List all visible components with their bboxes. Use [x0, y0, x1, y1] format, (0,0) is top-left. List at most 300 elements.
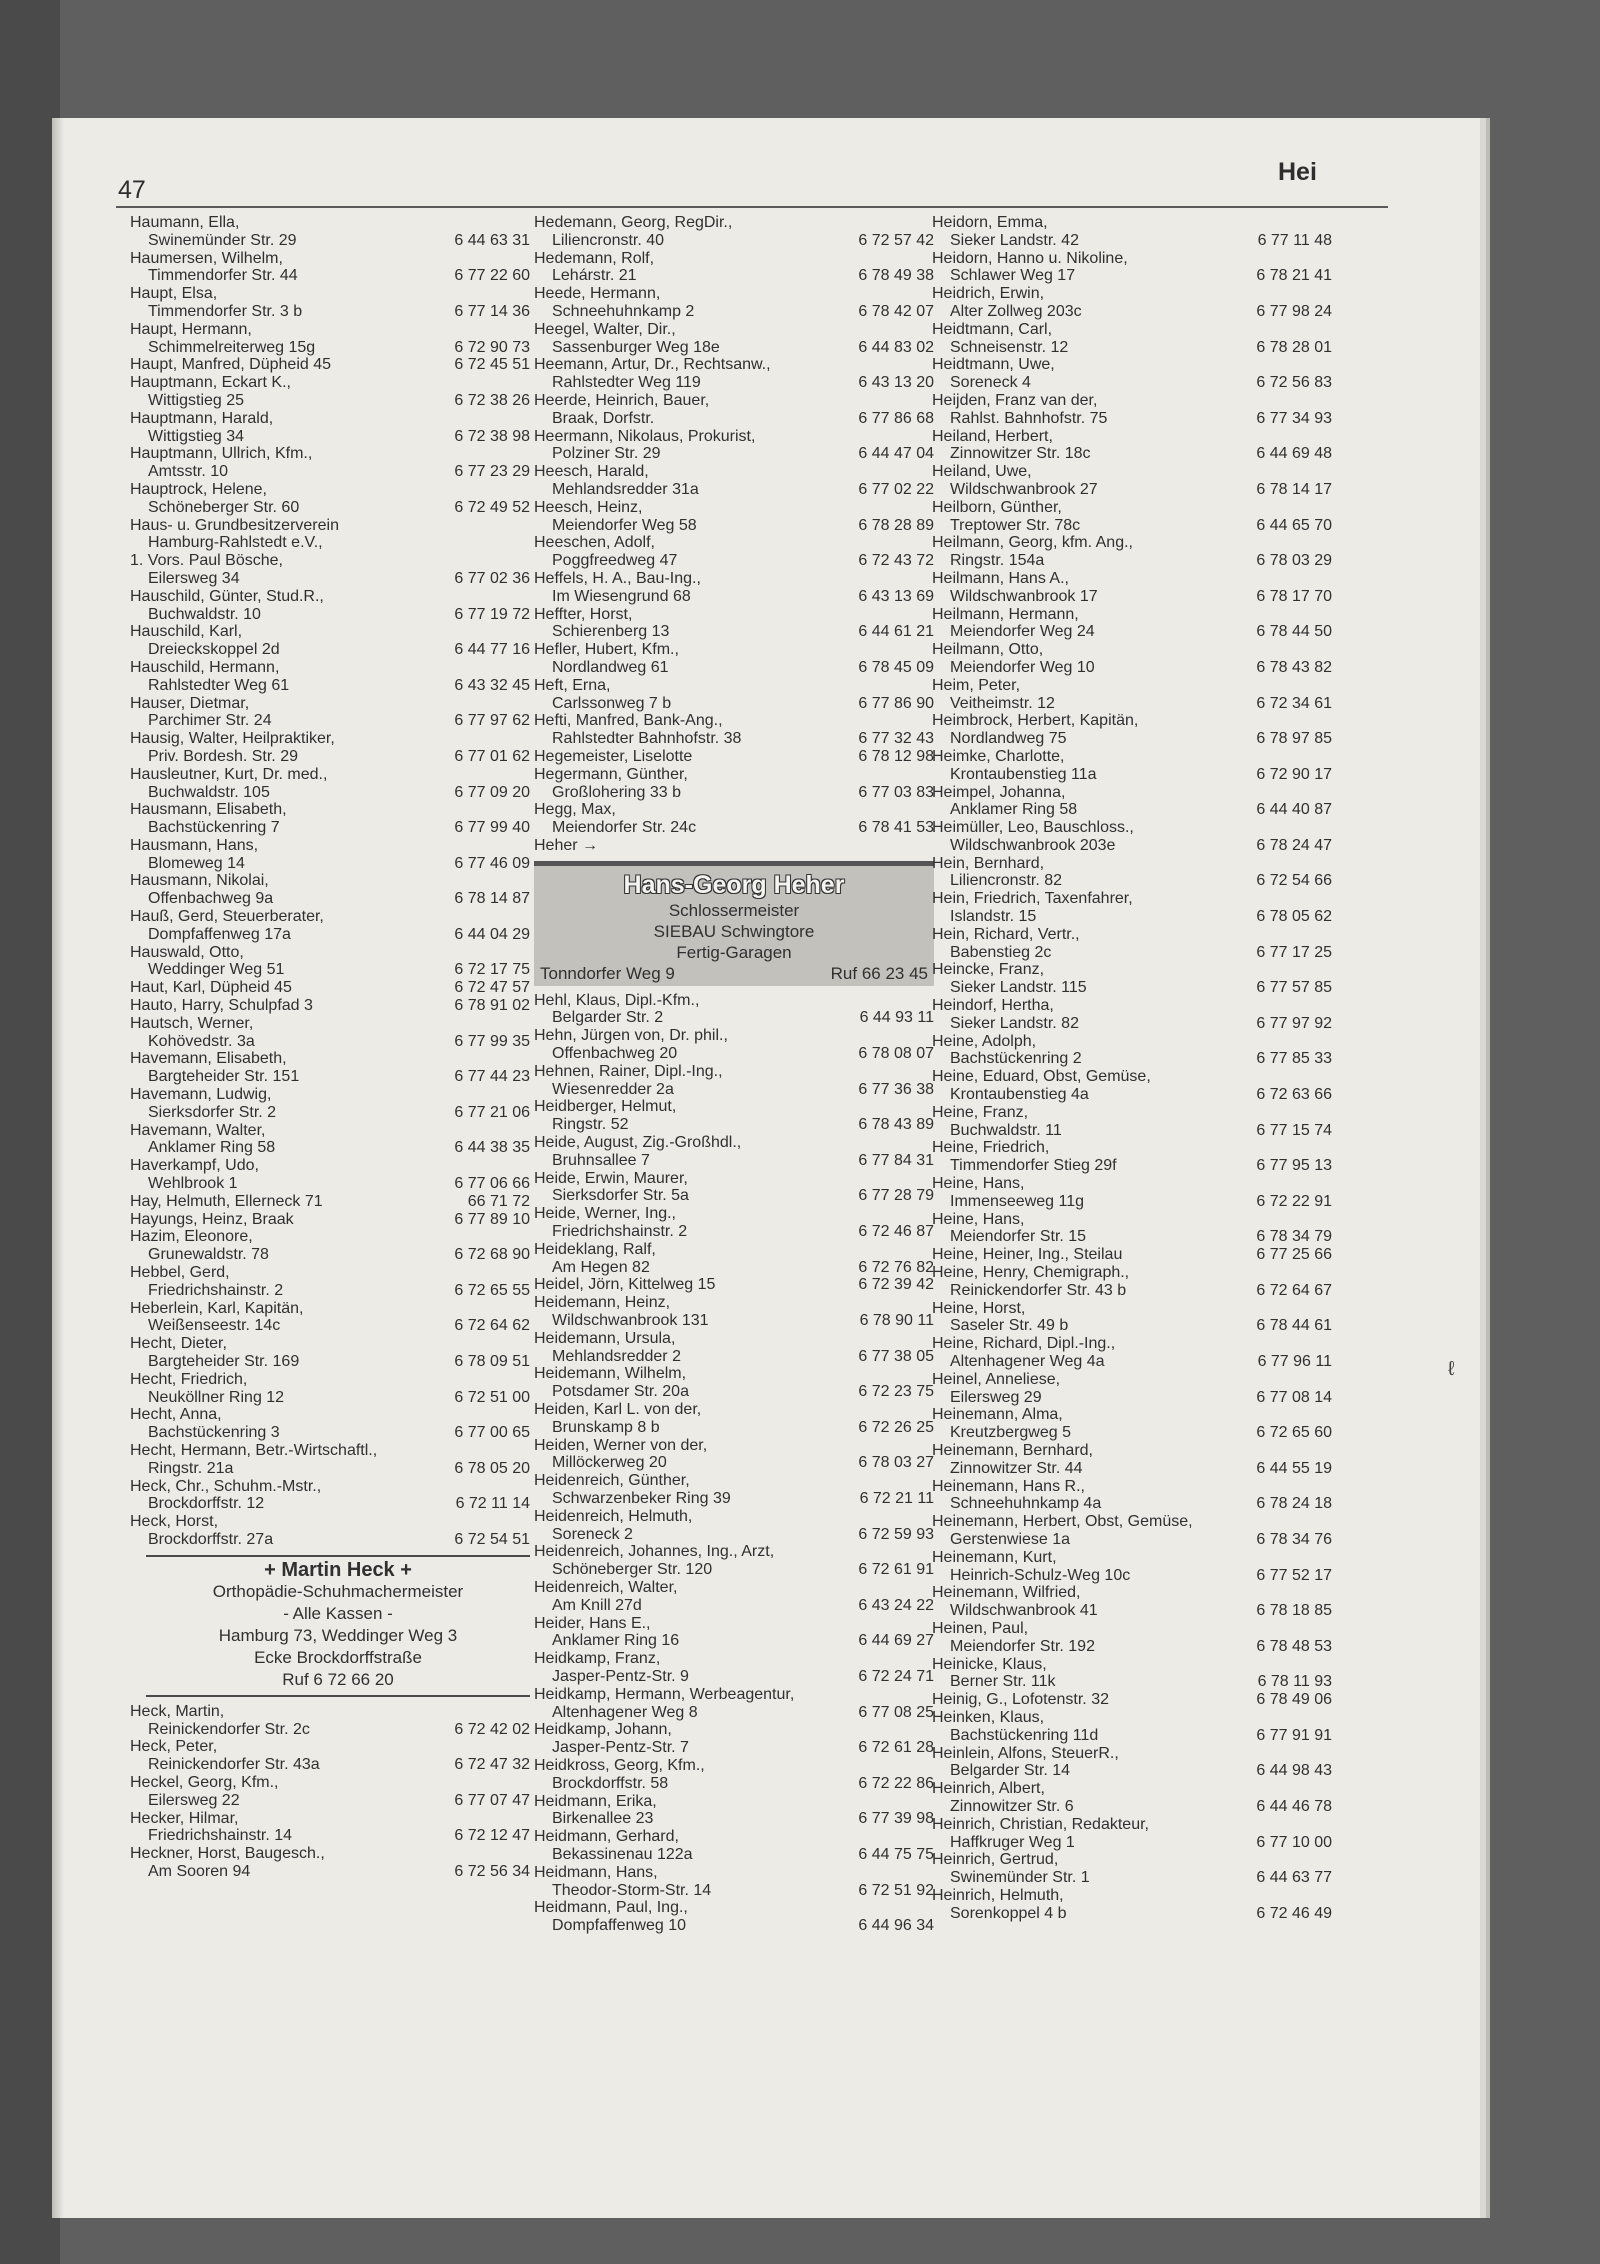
directory-entry [534, 534, 934, 570]
entry-name: Hausig, Walter, Heilpraktiker, [130, 730, 335, 748]
entry-address: Zinnowitzer Str. 18c [950, 445, 1091, 463]
entry-text [932, 1620, 1224, 1656]
entry-phone: 6 77 95 13 [1256, 1157, 1332, 1175]
entry-text [932, 1104, 1224, 1140]
entry-phone: 6 77 97 62 [454, 712, 530, 730]
entry-phone: 6 77 36 38 [858, 1080, 934, 1098]
entry-name: Havemann, Walter, [130, 1121, 266, 1139]
directory-entry [932, 997, 1332, 1033]
entry-name: Heine, Adolph, [932, 1032, 1037, 1050]
directory-entry [130, 1050, 530, 1086]
entry-phone: 6 78 42 07 [858, 302, 934, 320]
entry-address: Sorenkoppel 4 b [950, 1904, 1067, 1922]
entry-name: Hauptmann, Ullrich, Kfm., [130, 445, 313, 463]
directory-entry [932, 1033, 1332, 1069]
entry-name: Hebbel, Gerd, [130, 1264, 230, 1282]
entry-text [534, 1472, 826, 1508]
entry-phone: 6 72 76 82 [858, 1258, 934, 1276]
entry-text [932, 1371, 1224, 1407]
entry-phone: 6 77 44 23 [454, 1068, 530, 1086]
directory-entry [932, 890, 1332, 926]
entry-text [130, 1406, 422, 1442]
entry-phone: 6 72 45 51 [454, 356, 530, 374]
entry-name: Heinrich, Christian, Redakteur, [932, 1815, 1149, 1833]
entry-name: Heimpel, Johanna, [932, 783, 1066, 801]
entry-address: Nordlandweg 75 [950, 730, 1067, 748]
entry-name: Heck, Horst, [130, 1513, 219, 1531]
entry-phone: 6 78 03 29 [1256, 552, 1332, 570]
entry-phone: 6 72 42 02 [454, 1720, 530, 1738]
entry-phone: 6 77 89 10 [454, 1210, 530, 1228]
directory-entry [130, 766, 530, 802]
entry-address: Carlssonweg 7 b [552, 694, 672, 712]
directory-entry [130, 979, 530, 997]
entry-text [932, 392, 1224, 428]
entry-text [534, 1721, 826, 1757]
directory-entry [130, 250, 530, 286]
column-2 [534, 214, 934, 1935]
ad-heher-phone: Ruf 66 23 45 [830, 963, 928, 983]
entry-name: Hecht, Friedrich, [130, 1370, 248, 1388]
entry-phone: 6 72 26 25 [858, 1418, 934, 1436]
entry-phone: 66 71 72 [467, 1192, 530, 1210]
entry-text [932, 961, 1224, 997]
directory-entry [932, 499, 1332, 535]
directory-entry [130, 517, 530, 553]
entry-text [932, 356, 1224, 392]
entry-phone: 6 77 08 25 [858, 1703, 934, 1721]
entry-address: Mehlandsredder 31a [552, 480, 699, 498]
directory-entry [130, 588, 530, 624]
entry-address: Wildschwanbrook 27 [950, 480, 1098, 498]
entry-address: Brockdorffstr. 27a [148, 1530, 274, 1548]
entry-address: Schneehuhnkamp 2 [552, 302, 695, 320]
entry-phone: 6 72 68 90 [454, 1246, 530, 1264]
directory-entry [932, 1620, 1332, 1656]
entry-text [932, 1478, 1224, 1514]
entry-address: Meiendorfer Str. 24c [552, 819, 697, 837]
entry-address: Wildschwanbrook 203e [950, 836, 1116, 854]
entry-name: Hausmann, Elisabeth, [130, 801, 287, 819]
entry-name: Heinen, Paul, [932, 1619, 1029, 1637]
entry-text [534, 1170, 826, 1206]
entry-text [130, 997, 422, 1015]
entry-name: Haut, Karl, Düpheid 45 [130, 979, 292, 997]
entry-text [130, 1335, 422, 1371]
entry-address: Sierksdorfer Str. 2 [148, 1103, 277, 1121]
entry-phone: 6 72 11 14 [455, 1495, 530, 1513]
entry-name: Haupt, Manfred, Düpheid 45 [130, 356, 332, 374]
entry-name: Hefti, Manfred, Bank-Ang., [534, 712, 723, 730]
entry-phone: 6 77 46 09 [454, 854, 530, 872]
entry-phone: 6 77 10 00 [1256, 1833, 1332, 1851]
entry-text [534, 641, 826, 677]
entry-text [534, 801, 826, 837]
entry-address: Timmendorfer Str. 44 [148, 267, 298, 285]
directory-entry [534, 1508, 934, 1544]
directory-entry [932, 1745, 1332, 1781]
directory-entry [932, 1709, 1332, 1745]
entry-name: Hedemann, Georg, RegDir., [534, 214, 733, 231]
entry-address: Sieker Landstr. 42 [950, 231, 1079, 249]
entry-phone: 6 78 48 53 [1256, 1637, 1332, 1655]
entry-name: Heidmann, Hans, [534, 1863, 658, 1881]
entry-text [534, 1276, 826, 1294]
entry-name: Hayungs, Heinz, Braak [130, 1210, 294, 1228]
entry-address: Weddinger Weg 51 [148, 961, 285, 979]
entry-name: Heinicke, Klaus, [932, 1655, 1047, 1673]
entry-text [932, 819, 1224, 855]
entry-address: Berner Str. 11k [950, 1673, 1056, 1691]
entry-text [534, 1027, 826, 1063]
entry-phone: 6 77 08 14 [1256, 1388, 1332, 1406]
entry-name: Hecht, Dieter, [130, 1335, 227, 1353]
entry-text [932, 1656, 1224, 1692]
entry-text [534, 1543, 826, 1579]
entry-address: Weißenseestr. 14c [148, 1317, 281, 1335]
entry-text [130, 1774, 422, 1810]
entry-name: Heermann, Nikolaus, Prokurist, [534, 427, 756, 445]
entry-name: Heinken, Klaus, [932, 1708, 1045, 1726]
entry-address: Meiendorfer Weg 24 [950, 623, 1095, 641]
directory-entry [534, 641, 934, 677]
entry-text [130, 1371, 422, 1407]
entry-address: Reinickendorfer Str. 2c [148, 1720, 310, 1738]
entry-address: Rahlstedter Bahnhofstr. 38 [552, 730, 742, 748]
entry-phone: 6 77 15 74 [1256, 1121, 1332, 1139]
directory-entry [534, 1170, 934, 1206]
directory-entry [130, 944, 530, 980]
entry-text [130, 1442, 422, 1478]
entry-phone: 6 44 75 75 [858, 1845, 934, 1863]
entry-phone: 6 72 46 87 [858, 1223, 934, 1241]
directory-entry [534, 1276, 934, 1294]
entry-name: Heidemann, Ursula, [534, 1329, 676, 1347]
entry-address: Ringstr. 52 [552, 1116, 629, 1134]
entry-text [130, 908, 422, 944]
entry-phone: 6 77 99 40 [454, 819, 530, 837]
entry-name: Heidtmann, Carl, [932, 320, 1053, 338]
directory-entry [130, 801, 530, 837]
entry-name: Heffels, H. A., Bau-Ing., [534, 569, 701, 587]
entry-text [932, 1549, 1224, 1585]
entry-phone: 6 77 14 36 [454, 302, 530, 320]
entry-address: Krontaubenstieg 11a [950, 765, 1097, 783]
entry-address: Birkenallee 23 [552, 1810, 654, 1828]
entry-text [130, 695, 422, 731]
entry-text [534, 748, 826, 766]
entry-address: Jasper-Pentz-Str. 9 [552, 1667, 689, 1685]
entry-phone: 6 44 65 70 [1256, 516, 1332, 534]
entry-text [130, 1193, 422, 1211]
entry-text [932, 784, 1224, 820]
entry-address: Millöckerweg 20 [552, 1454, 667, 1472]
directory-entry [130, 445, 530, 481]
entry-phone: 6 72 49 52 [454, 498, 530, 516]
entry-phone: 6 78 45 09 [858, 658, 934, 676]
directory-entry [932, 677, 1332, 713]
directory-entry [130, 1264, 530, 1300]
entry-name: Heindorf, Hertha, [932, 997, 1054, 1015]
directory-entry [534, 1828, 934, 1864]
directory-entry [534, 766, 934, 802]
directory-entry [534, 1134, 934, 1170]
entry-name: Heckner, Horst, Baugesch., [130, 1845, 325, 1863]
entry-address: Kohövedstr. 3a [148, 1032, 255, 1050]
entry-text [130, 1122, 422, 1158]
directory-entry [534, 1721, 934, 1757]
column-3 [932, 214, 1332, 1923]
directory-entry [932, 1851, 1332, 1887]
directory-entry [534, 1579, 934, 1615]
directory-entry [130, 1810, 530, 1846]
entry-address: Friedrichshainstr. 2 [552, 1223, 688, 1241]
entry-text [130, 1228, 422, 1264]
directory-entry [932, 463, 1332, 499]
directory-entry [932, 1584, 1332, 1620]
entry-text [932, 1745, 1224, 1781]
entry-text [932, 499, 1224, 535]
entry-phone: 6 44 40 87 [1256, 801, 1332, 819]
entry-phone: 6 72 38 26 [454, 391, 530, 409]
entry-text [130, 944, 422, 980]
entry-text [534, 1437, 826, 1473]
entry-text [534, 534, 826, 570]
directory-entry [130, 374, 530, 410]
entry-name: Heinemann, Bernhard, [932, 1441, 1093, 1459]
directory-entry [130, 997, 530, 1015]
entry-text [932, 1406, 1224, 1442]
entry-text [534, 1294, 826, 1330]
entry-name: Hecht, Anna, [130, 1406, 222, 1424]
entry-text [130, 517, 422, 553]
entry-phone: 6 44 69 48 [1256, 445, 1332, 463]
entry-phone: 6 77 91 91 [1256, 1726, 1332, 1744]
directory-entry [130, 1774, 530, 1810]
entry-address: Potsdamer Str. 20a [552, 1383, 689, 1401]
entry-address: Am Hegen 82 [552, 1258, 650, 1276]
entry-name: Hegermann, Günther, [534, 765, 688, 783]
entry-name: Hazim, Eleonore, [130, 1228, 253, 1246]
entry-address: Timmendorfer Stieg 29f [950, 1157, 1117, 1175]
entry-text [534, 1330, 826, 1366]
entry-text [932, 570, 1224, 606]
entry-address: Wildschwanbrook 41 [950, 1602, 1098, 1620]
entry-address: Am Sooren 94 [148, 1862, 251, 1880]
entry-address: Amtsstr. 10 [148, 463, 229, 481]
entry-address: Im Wiesengrund 68 [552, 587, 691, 605]
directory-entry [932, 1139, 1332, 1175]
entry-name: Hein, Richard, Vertr., [932, 925, 1080, 943]
directory-entry [932, 1549, 1332, 1585]
entry-name: Heinemann, Alma, [932, 1406, 1063, 1424]
entry-phone: 6 72 38 98 [454, 427, 530, 445]
entry-address: Lehárstr. 21 [552, 267, 637, 285]
directory-entry [130, 1211, 530, 1229]
entry-text [130, 356, 422, 374]
entry-text [534, 1063, 826, 1099]
entry-name: Heine, Friedrich, [932, 1139, 1050, 1157]
entry-name: Heinlein, Alfons, SteuerR., [932, 1744, 1119, 1762]
entry-text [130, 1015, 422, 1051]
directory-entry [130, 1513, 530, 1549]
ad-martin-heck [146, 1555, 530, 1697]
running-head: Hei [1278, 158, 1317, 186]
directory-entry [534, 285, 934, 321]
entry-name: Heinel, Anneliese, [932, 1370, 1061, 1388]
entry-name: Heemann, Artur, Dr., Rechtsanw., [534, 356, 771, 374]
entry-text [130, 979, 422, 997]
entry-phone: 6 72 24 71 [858, 1667, 934, 1685]
entry-name: Haumann, Ella, [130, 214, 240, 231]
entry-phone: 6 77 32 43 [858, 730, 934, 748]
directory-page [52, 118, 1480, 2218]
entry-address: Jasper-Pentz-Str. 7 [552, 1739, 689, 1757]
entry-name: Heesch, Harald, [534, 463, 649, 481]
entry-text [130, 659, 422, 695]
entry-phone: 6 77 86 68 [858, 409, 934, 427]
entry-address: Soreneck 4 [950, 374, 1031, 392]
directory-entry [534, 321, 934, 357]
entry-name: Heinrich, Gertrud, [932, 1851, 1059, 1869]
entry-name: Heilmann, Hermann, [932, 605, 1079, 623]
entry-address: Sieker Landstr. 82 [950, 1014, 1079, 1032]
directory-entry [534, 837, 934, 855]
entry-address: Reinickendorfer Str. 43a [148, 1756, 320, 1774]
entry-name: Hauser, Dietmar, [130, 694, 250, 712]
ad-heck-phone: Ruf 6 72 66 20 [282, 1669, 394, 1689]
entry-address: Polziner Str. 29 [552, 445, 661, 463]
directory-entry [130, 1086, 530, 1122]
directory-entry [932, 285, 1332, 321]
entry-name: Hegemeister, Liselotte [534, 747, 693, 765]
entry-text [130, 1845, 422, 1881]
entry-phone: 6 77 34 93 [1256, 409, 1332, 427]
entry-name: Heffter, Horst, [534, 605, 633, 623]
entry-name: Hecht, Hermann, Betr.-Wirtschaftl., [130, 1441, 378, 1459]
directory-entry [932, 712, 1332, 748]
entry-phone: 6 77 22 60 [454, 267, 530, 285]
entry-address: Anklamer Ring 16 [552, 1632, 680, 1650]
entry-name: Heimbrock, Herbert, Kapitän, [932, 712, 1139, 730]
entry-phone: 6 78 43 82 [1256, 658, 1332, 676]
entry-name: Heeschen, Adolf, [534, 534, 655, 552]
entry-address: Belgarder Str. 2 [552, 1009, 664, 1027]
entry-text [130, 1738, 422, 1774]
entry-phone: 6 78 97 85 [1256, 730, 1332, 748]
directory-entry [932, 926, 1332, 962]
entry-phone: 6 77 99 35 [454, 1032, 530, 1050]
entry-name: Heinemann, Hans R., [932, 1477, 1085, 1495]
directory-entry [534, 801, 934, 837]
entry-phone: 6 44 69 27 [858, 1632, 934, 1650]
directory-entry [534, 463, 934, 499]
ad-heck-name: + Martin Heck + [264, 1558, 412, 1581]
entry-name: Heine, Franz, [932, 1103, 1029, 1121]
entry-name: Havemann, Elisabeth, [130, 1050, 287, 1068]
directory-entry [534, 428, 934, 464]
entry-phone: 6 77 39 98 [858, 1810, 934, 1828]
entry-phone: 6 77 84 31 [858, 1151, 934, 1169]
entry-phone: 6 44 38 35 [454, 1139, 530, 1157]
entry-address: Priv. Bordesh. Str. 29 [148, 747, 298, 765]
entry-phone: 6 44 46 78 [1256, 1797, 1332, 1815]
entry-phone: 6 77 85 33 [1256, 1050, 1332, 1068]
entry-text [932, 321, 1224, 357]
entry-name: Heine, Heiner, Ing., Steilau [932, 1246, 1123, 1264]
directory-entry [534, 1205, 934, 1241]
entry-address: Hamburg-Rahlstedt e.V., [148, 534, 323, 552]
entry-name: Hausmann, Nikolai, [130, 872, 269, 890]
entry-phone: 6 44 77 16 [454, 641, 530, 659]
entry-address: Altenhagener Weg 8 [552, 1703, 698, 1721]
entry-phone: 6 78 11 93 [1257, 1673, 1332, 1691]
entry-name: Heidmann, Paul, Ing., [534, 1899, 688, 1917]
entry-name: Heberlein, Karl, Kapitän, [130, 1299, 304, 1317]
directory-entry [130, 1015, 530, 1051]
entry-text [534, 1793, 826, 1829]
directory-entry [932, 606, 1332, 642]
directory-entry [130, 1371, 530, 1407]
entry-name: Heiden, Karl L. von der, [534, 1401, 702, 1419]
entry-phone: 6 77 57 85 [1256, 979, 1332, 997]
entry-name: Heijden, Franz van der, [932, 391, 1098, 409]
entry-address: Offenbachweg 20 [552, 1045, 678, 1063]
directory-entry [932, 1104, 1332, 1140]
entry-phone: 6 77 23 29 [454, 463, 530, 481]
entry-address: Bachstückenring 11d [950, 1726, 1099, 1744]
entry-address: Islandstr. 15 [950, 908, 1037, 926]
entry-address: Wiesenredder 2a [552, 1080, 674, 1098]
entry-text [130, 1478, 422, 1514]
entry-address: Bachstückenring 7 [148, 819, 280, 837]
entry-name: Heidkamp, Franz, [534, 1650, 661, 1668]
entry-name: Heidenreich, Johannes, Ing., Arzt, [534, 1543, 775, 1561]
entry-address: Belgarder Str. 14 [950, 1762, 1071, 1780]
entry-phone: 6 78 05 20 [454, 1459, 530, 1477]
entry-name: Heilmann, Hans A., [932, 569, 1069, 587]
margin-mark: ℓ [1448, 1358, 1455, 1380]
entry-text [932, 1175, 1224, 1211]
directory-entry [932, 1513, 1332, 1549]
entry-address: Meiendorfer Str. 192 [950, 1637, 1095, 1655]
entry-text [130, 872, 422, 908]
entry-address: Liliencronstr. 82 [950, 872, 1063, 890]
entry-name: Heim, Peter, [932, 676, 1021, 694]
entry-name: Hauschild, Günter, Stud.R., [130, 587, 324, 605]
directory-entry [534, 499, 934, 535]
entry-name: Heidrich, Erwin, [932, 285, 1045, 303]
entry-text [932, 1691, 1224, 1709]
entry-address: Schierenberg 13 [552, 623, 670, 641]
entry-phone: 6 78 49 06 [1256, 1691, 1332, 1709]
directory-entry [932, 1175, 1332, 1211]
entry-address: Friedrichshainstr. 2 [148, 1281, 284, 1299]
directory-entry [534, 1615, 934, 1651]
entry-name: Hein, Friedrich, Taxenfahrer, [932, 890, 1133, 908]
entry-text [534, 677, 826, 713]
ad-heher-name: Hans-Georg Heher [623, 870, 845, 899]
directory-entry [932, 250, 1332, 286]
header-rule [116, 206, 1388, 208]
entry-address: Zinnowitzer Str. 44 [950, 1459, 1083, 1477]
entry-name: Heide, August, Zig.-Großhdl., [534, 1134, 742, 1152]
entry-text [534, 214, 826, 250]
directory-entry [130, 356, 530, 374]
entry-address: Haffkruger Weg 1 [950, 1833, 1075, 1851]
entry-name: Heesch, Heinz, [534, 498, 643, 516]
entry-phone: 6 78 08 07 [858, 1045, 934, 1063]
